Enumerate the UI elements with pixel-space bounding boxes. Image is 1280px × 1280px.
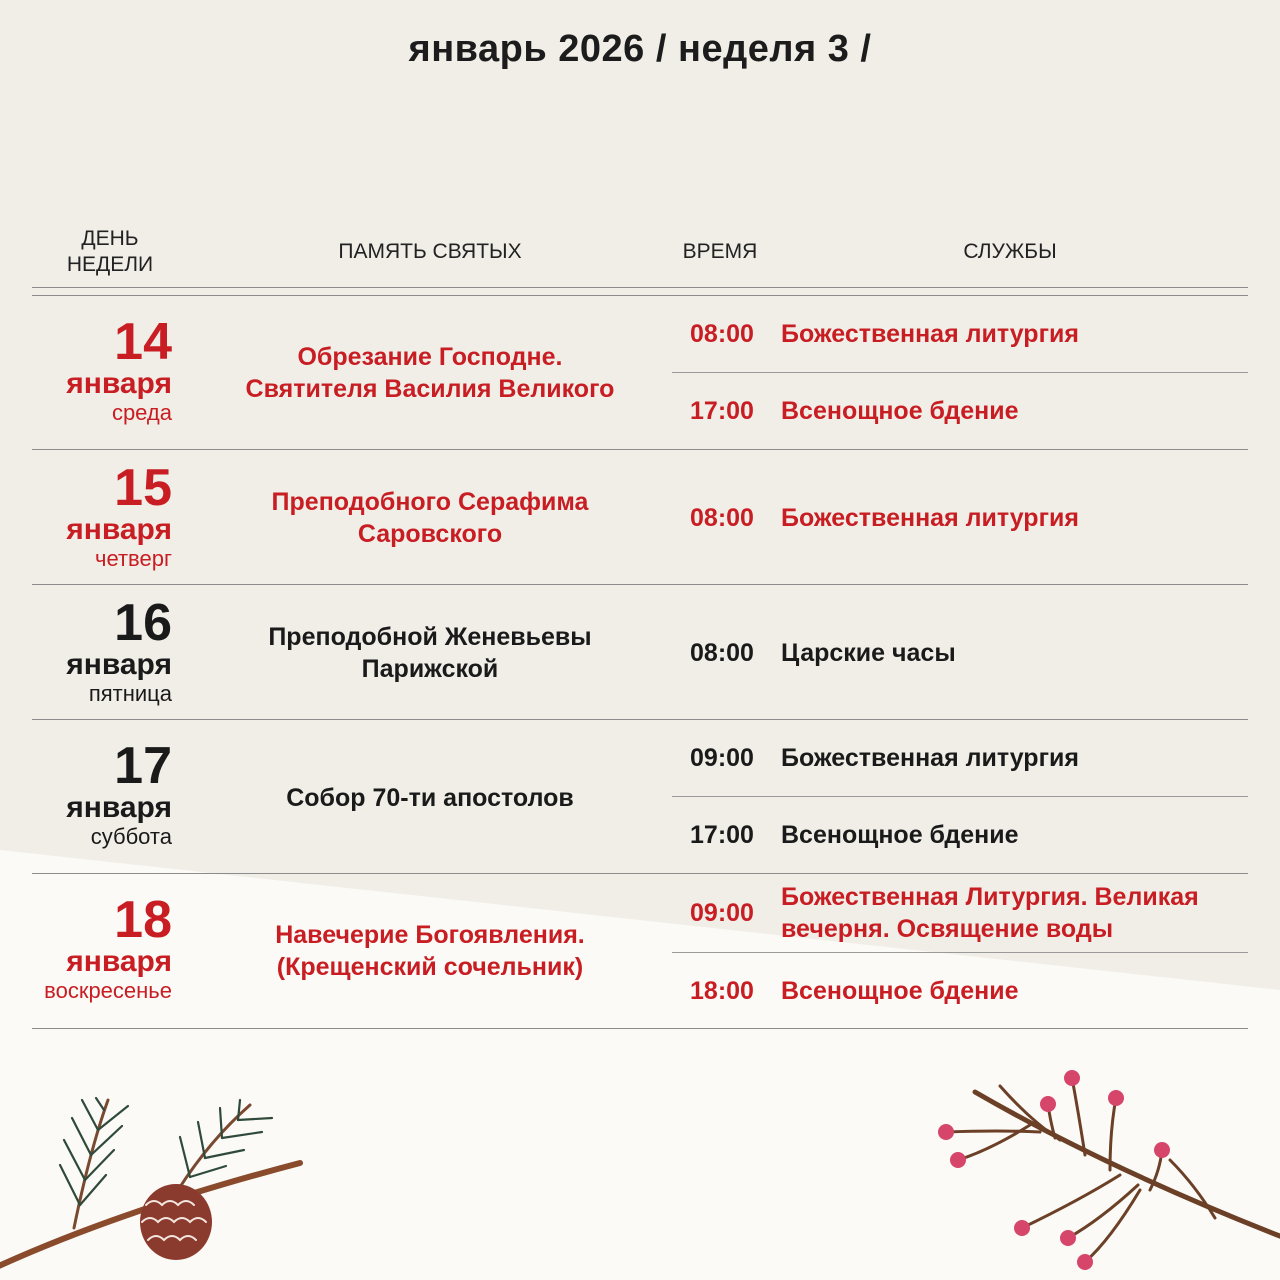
service-time: 08:00 <box>690 319 754 348</box>
page-title: январь 2026 / неделя 3 / <box>408 28 872 70</box>
date-month: января <box>66 513 172 546</box>
date-day: 18 <box>114 891 172 949</box>
table-row <box>32 585 1248 719</box>
date-cell <box>44 891 172 1004</box>
service-name: Всенощное бдение <box>781 821 1019 849</box>
service-name: Божественная литургия <box>781 320 1079 348</box>
saint-commemoration: Собор 70-ти апостолов <box>286 783 574 812</box>
date-cell <box>66 737 172 850</box>
service-entry <box>672 450 1248 586</box>
date-weekday: воскресенье <box>44 978 172 1003</box>
date-day: 15 <box>114 459 172 517</box>
date-weekday: суббота <box>90 824 172 849</box>
date-weekday: пятница <box>88 681 172 706</box>
saint-commemoration: Обрезание Господне. Святителя Василия Великого <box>245 342 615 403</box>
service-time: 09:00 <box>690 898 754 927</box>
date-month: января <box>66 648 172 681</box>
service-name: Царские часы <box>781 639 956 667</box>
header-day-line1: ДЕНЬ <box>81 227 139 250</box>
service-divider <box>672 952 1248 953</box>
service-time: 17:00 <box>690 820 754 849</box>
date-weekday: среда <box>111 400 172 425</box>
service-name: Всенощное бдение <box>781 977 1019 1005</box>
service-entry <box>672 585 1248 721</box>
date-month: января <box>66 791 172 824</box>
service-entry <box>672 953 1248 1029</box>
header-rule-top <box>32 287 1248 288</box>
service-entry <box>672 720 1248 796</box>
service-time: 18:00 <box>690 976 754 1005</box>
service-divider <box>672 372 1248 373</box>
service-name: Божественная литургия <box>781 504 1079 532</box>
date-month: января <box>66 367 172 400</box>
service-time: 08:00 <box>690 503 754 532</box>
saint-commemoration: Преподобной Женевьевы Парижской <box>268 623 592 683</box>
date-day: 16 <box>114 594 172 652</box>
service-name: Божественная Литургия. Великая вечерня. Освящение воды <box>781 883 1199 943</box>
table-row <box>32 874 1248 1028</box>
date-month: января <box>66 945 172 978</box>
saint-commemoration: Преподобного Серафима Саровского <box>271 488 589 548</box>
date-weekday: четверг <box>95 546 172 571</box>
service-entry <box>672 874 1248 952</box>
service-divider <box>672 796 1248 797</box>
header-time: ВРЕМЯ <box>682 240 758 263</box>
service-entry <box>672 296 1248 372</box>
header-services: СЛУЖБЫ <box>963 240 1057 263</box>
service-time: 08:00 <box>690 638 754 667</box>
service-time: 17:00 <box>690 396 754 425</box>
service-entry <box>672 797 1248 873</box>
table-row <box>32 450 1248 584</box>
service-time: 09:00 <box>690 743 754 772</box>
date-day: 14 <box>114 313 172 371</box>
date-cell <box>66 313 172 426</box>
service-entry <box>672 373 1248 449</box>
header-day-line2: НЕДЕЛИ <box>66 253 154 276</box>
service-name: Всенощное бдение <box>781 397 1019 425</box>
date-day: 17 <box>114 737 172 795</box>
header-saints: ПАМЯТЬ СВЯТЫХ <box>338 240 522 263</box>
saint-commemoration: Навечерие Богоявления. (Крещенский сочельник) <box>275 921 585 981</box>
service-name: Божественная литургия <box>781 744 1079 772</box>
table-bottom-rule <box>32 1028 1248 1029</box>
header-day-of-week <box>40 226 180 278</box>
date-cell <box>66 594 172 707</box>
date-cell <box>66 459 172 572</box>
